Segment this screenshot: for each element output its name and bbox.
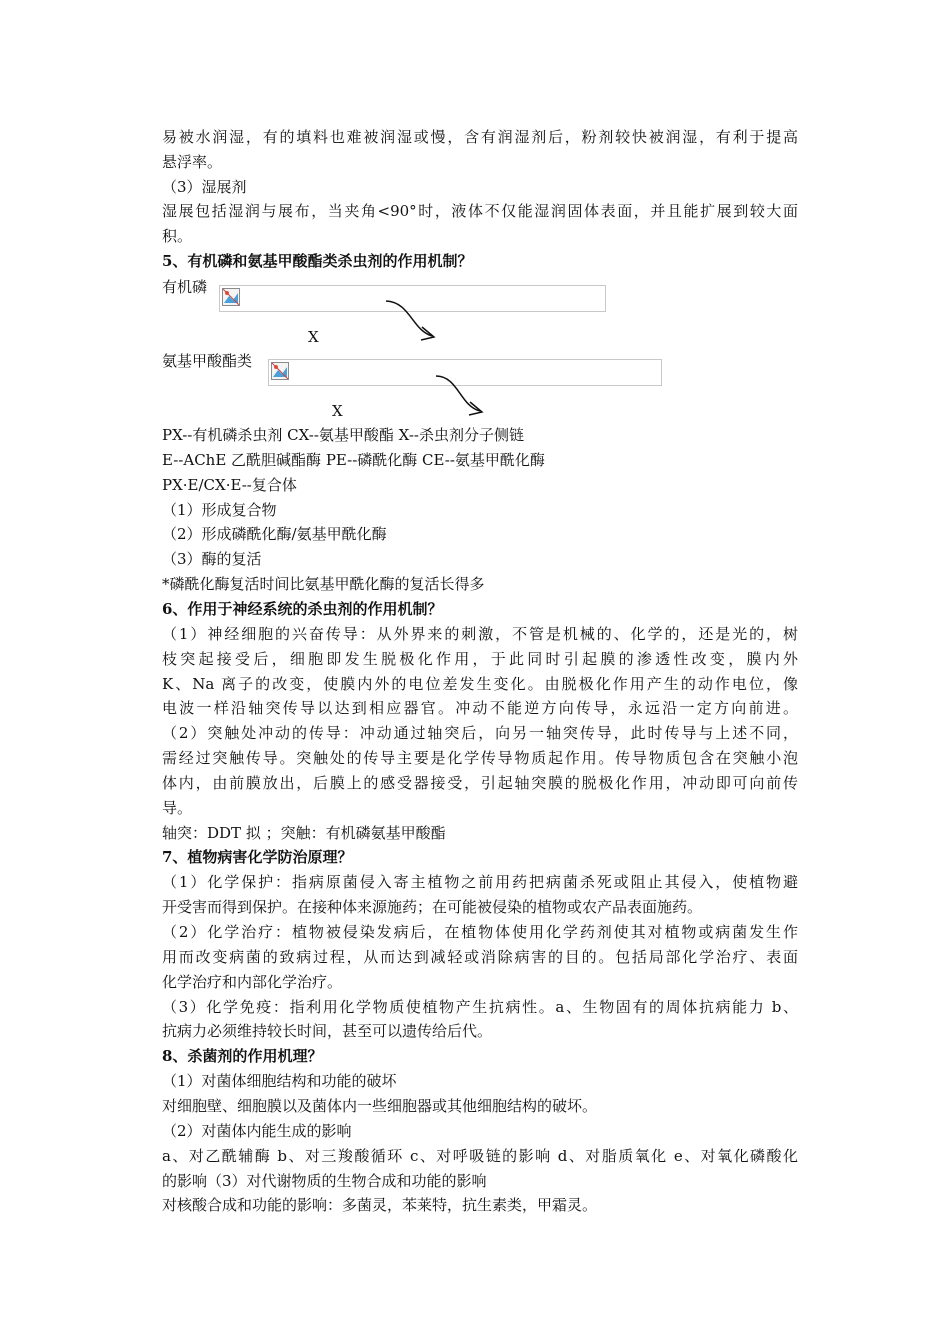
text-line: （2）化学治疗：植物被侵染发病后，在植物体使用化学药剂使其对植物或病菌发生作: [162, 923, 798, 941]
text-line: （3）酶的复活: [162, 550, 262, 569]
text-line: 对核酸合成和功能的影响：多菌灵，苯莱特，抗生素类，甲霜灵。: [162, 1196, 598, 1215]
diagram-label-carbamate: 氨基甲酸酯类: [162, 352, 253, 370]
text-line: a、对乙酰辅酶 b、对三羧酸循环 c、对呼吸链的影响 d、对脂质氧化 e、对氧化磷酸化: [162, 1146, 798, 1165]
text-line: 导。: [162, 798, 193, 817]
side-chain-label-1: X: [308, 328, 319, 346]
text-line: （2）对菌体内能生成的影响: [162, 1121, 352, 1140]
text-line: 积。: [162, 227, 193, 246]
text-line: 轴突：DDT 拟 ；突触：有机磷氨基甲酸酯: [162, 823, 446, 842]
broken-image-icon: [222, 288, 240, 306]
text-line: 化学治疗和内部化学治疗。: [162, 972, 343, 991]
text-line: 体内，由前膜放出，后膜上的感受器接受，引起轴突膜的脱极化作用，冲动即可向前传: [162, 773, 798, 792]
text-line: （2）突触处冲动的传导：冲动通过轴突后，向另一轴突传导，此时传导与上述不同，: [162, 724, 798, 743]
text-line: 电波一样沿轴突传导以达到相应器官。冲动不能逆方向传导，永远沿一定方向前进。: [162, 699, 798, 718]
text-line: 对细胞壁、细胞膜以及菌体内一些细胞器或其他细胞结构的破坏。: [162, 1096, 598, 1115]
reaction-arrow-2: [430, 370, 496, 418]
text-line: 的影响（3）对代谢物质的生物合成和功能的影响: [162, 1171, 487, 1190]
text-line: 易被水润湿，有的填料也难被润湿或慢，含有润湿剂后，粉剂较快被润湿，有利于提高: [162, 128, 798, 146]
text-line: （3）化学免疫：指利用化学物质使植物产生抗病性。a、生物固有的周体抗病能力 b、: [162, 997, 798, 1016]
text-line: 用而改变病菌的致病过程，从而达到减轻或消除病害的目的。包括局部化学治疗、表面: [162, 947, 798, 966]
side-chain-label-2: X: [332, 402, 343, 420]
section-heading: 7、植物病害化学防治原理？: [162, 848, 353, 867]
text-line: 需经过突触传导。突触处的传导主要是化学传导物质起作用。传导物质包含在突触小泡: [162, 749, 798, 768]
text-line: 湿展包括湿润与展布，当夹角<90°时，液体不仅能湿润固体表面，并且能扩展到较大面: [162, 202, 798, 221]
text-line: （1）对菌体细胞结构和功能的破坏: [162, 1072, 397, 1091]
text-line: 开受害而得到保护。在接种体来源施药；在可能被侵染的植物或农产品表面施药。: [162, 898, 703, 917]
reaction-arrow-1: [380, 296, 450, 344]
diagram-label-organophosphate: 有机磷: [162, 278, 208, 296]
text-line: （1）神经细胞的兴奋传导：从外界来的刺激，不管是机械的、化学的，还是光的，树: [162, 624, 798, 643]
section-heading: 8、杀菌剂的作用机理？: [162, 1047, 323, 1066]
text-line: （3）湿展剂: [162, 177, 247, 196]
text-line: 枝突起接受后，细胞即发生脱极化作用，于此同时引起膜的渗透性改变，膜内外: [162, 649, 798, 668]
text-line: PX--有机磷杀虫剂 CX--氨基甲酸酯 X--杀虫剂分子侧链: [162, 426, 524, 444]
section-heading: 6、作用于神经系统的杀虫剂的作用机制？: [162, 599, 443, 618]
text-line: （1）形成复合物: [162, 500, 277, 519]
text-line: K、Na 离子的改变，使膜内外的电位差发生变化。由脱极化作用产生的动作电位，像: [162, 674, 798, 693]
text-line: PX·E/CX·E--复合体: [162, 475, 297, 494]
text-line: （2）形成磷酰化酶/氨基甲酰化酶: [162, 525, 387, 544]
section-heading: 5、有机磷和氨基甲酸酯类杀虫剂的作用机制？: [162, 252, 473, 270]
text-line: E--AChE 乙酰胆碱酯酶 PE--磷酰化酶 CE--氨基甲酰化酶: [162, 450, 545, 469]
text-line: *磷酰化酶复活时间比氨基甲酰化酶的复活长得多: [162, 575, 485, 594]
text-line: 抗病力必须维持较长时间，甚至可以遗传给后代。: [162, 1022, 493, 1041]
broken-image-icon: [271, 362, 289, 380]
text-line: 悬浮率。: [162, 152, 223, 171]
text-line: （1）化学保护：指病原菌侵入寄主植物之前用药把病菌杀死或阻止其侵入，使植物避: [162, 873, 798, 892]
